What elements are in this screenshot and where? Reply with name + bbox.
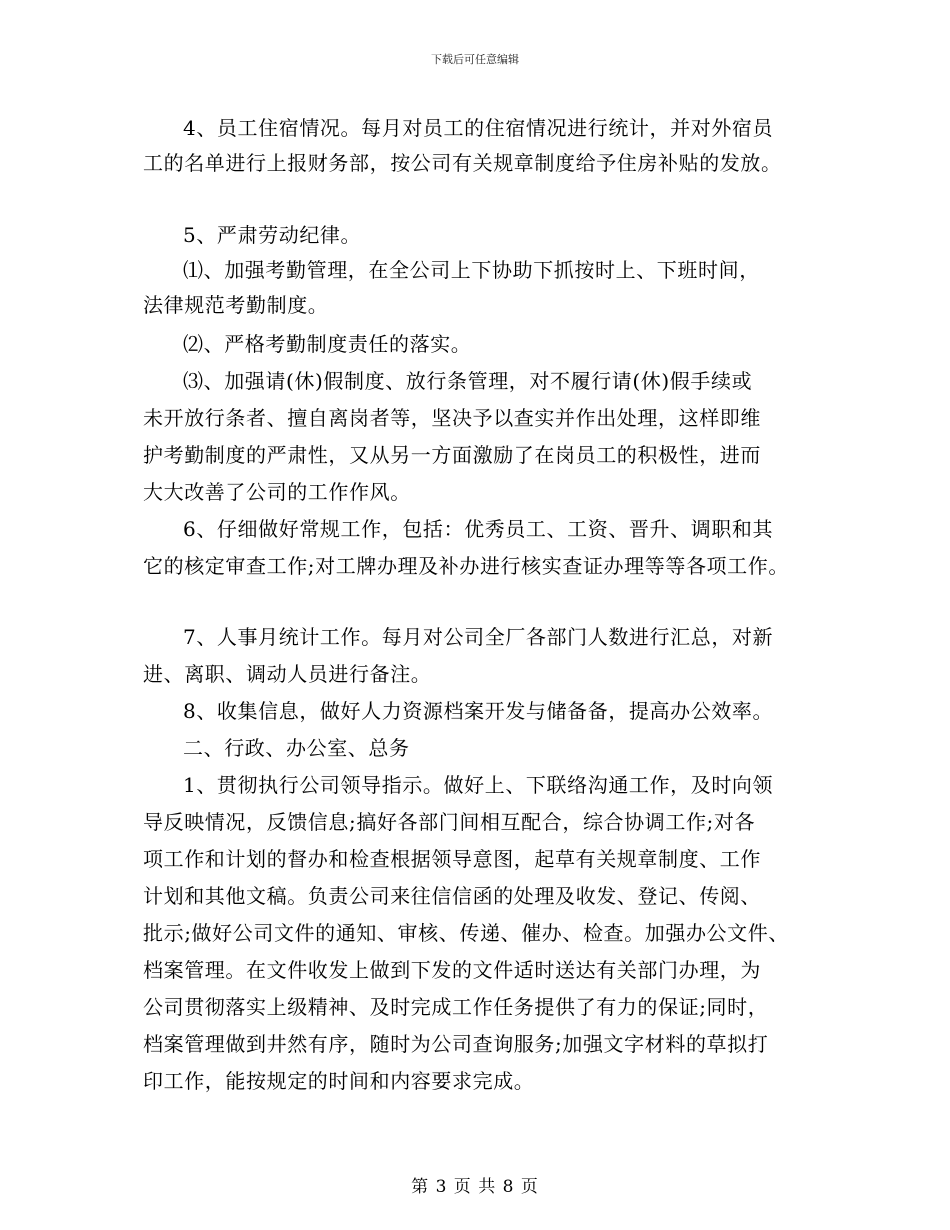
text-line: 1、贯彻执行公司领导指示。做好上、下联络沟通工作，及时向领 [183,773,774,797]
section-heading: 二、行政、办公室、总务 [183,736,410,760]
text-line: 护考勤制度的严肃性，又从另一方面激励了在岗员工的积极性，进而 [143,443,761,467]
text-line: 导反映情况，反馈信息;搞好各部门间相互配合，综合协调工作;对各 [143,810,756,834]
text-line: 5、严肃劳动纪律。 [183,223,362,247]
text-line: 6、仔细做好常规工作，包括：优秀员工、工资、晋升、调职和其 [183,517,774,541]
text-line: 项工作和计划的督办和检查根据领导意图，起草有关规章制度、工作 [143,847,761,871]
text-line: 7、人事月统计工作。每月对公司全厂各部门人数进行汇总，对新 [183,625,774,649]
text-line: 公司贯彻落实上级精神、及时完成工作任务提供了有力的保证;同时， [143,995,769,1019]
text-line: 它的核定审查工作;对工牌办理及补办进行核实查证办理等等各项工作。 [143,554,789,578]
text-line: 8、收集信息，做好人力资源档案开发与储备备，提高办公效率。 [183,699,774,723]
text-line: 法律规范考勤制度。 [143,293,329,317]
text-line: 大大改善了公司的工作作风。 [143,480,411,504]
text-line: 4、员工住宿情况。每月对员工的住宿情况进行统计，并对外宿员 [183,116,774,140]
text-line: ⑶、加强请(休)假制度、放行条管理，对不履行请(休)假手续或 [183,369,753,393]
text-line: 工的名单进行上报财务部，按公司有关规章制度给予住房补贴的发放。 [143,151,782,175]
text-line: 未开放行条者、擅自离岗者等，坚决予以查实并作出处理，这样即维 [143,406,761,430]
text-line: 印工作，能按规定的时间和内容要求完成。 [143,1069,535,1093]
text-line: 计划和其他文稿。负责公司来往信信函的处理及收发、登记、传阅、 [143,884,761,908]
text-line: 档案管理。在文件收发上做到下发的文件适时送达有关部门办理，为 [143,958,761,982]
text-line: 批示;做好公司文件的通知、审核、传递、催办、检查。加强办公文件、 [143,921,789,945]
text-line: 档案管理做到井然有序，随时为公司查询服务;加强文字材料的草拟打 [143,1032,769,1056]
text-line: ⑵、严格考勤制度责任的落实。 [183,332,472,356]
text-line: ⑴、加强考勤管理，在全公司上下协助下抓按时上、下班时间， [183,258,760,282]
page-header: 下载后可任意编辑 [431,53,519,66]
page-number: 第 3 页 共 8 页 [411,1177,539,1197]
text-line: 进、离职、调动人员进行备注。 [143,662,432,686]
